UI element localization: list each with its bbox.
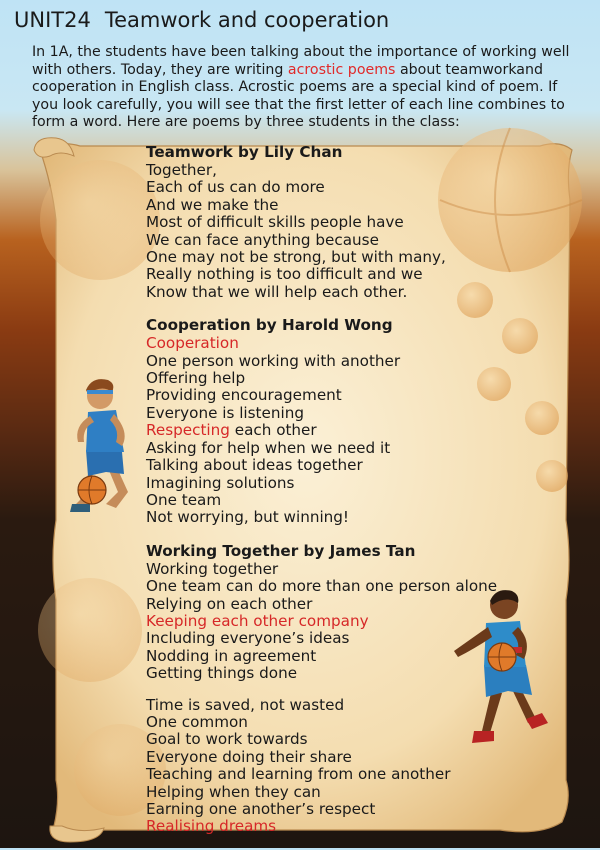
unit-number: UNIT24 [14,8,91,32]
poem-line: Teaching and learning from one another [146,765,451,784]
poem-line: Realising dreams [146,817,277,836]
poem-line: One team can do more than one person alone [146,577,498,596]
poem-line: Time is saved, not wasted [146,695,345,714]
poem-line: Offering help [146,369,246,388]
poem-line: Helping when they can [146,782,321,801]
poem-line: Getting things done [146,664,298,683]
basketball-player-left-illustration [66,372,142,518]
poem-line: Imagining solutions [146,473,295,492]
poem-line: One team [146,490,222,509]
poem-line: And we make the [146,195,279,214]
poem-line: Everyone is listening [146,403,304,422]
poem-line-rest: each other [229,421,317,440]
poem-line: Everyone doing their share [146,747,352,766]
poem-line: Most of difficult skills people have [146,213,404,232]
poems-container [146,142,546,850]
poem-line: Relying on each other [146,594,313,613]
poem-line: Asking for help when we need it [146,438,391,457]
poem-line: Providing encouragement [146,386,342,405]
poem-line: Talking about ideas together [146,456,363,475]
poem-line: Not worrying, but winning! [146,508,350,527]
stanza-gap [146,683,546,697]
poem-line: One person working with another [146,351,401,370]
poem-line: Earning one another’s respect [146,800,376,818]
poem-line [146,422,546,439]
poem-line: Know that we will help each other. [146,282,408,301]
poem-cooperation [146,315,546,526]
poem-line: Goal to work towards [146,730,308,749]
poem-line: Keeping each other company [146,611,369,630]
intro-text-2: about teamworkand cooperation in English class. Acrostic poems are a special kind of poem. If you look carefully, you will see that the first letter of each line combines to form a word. Here are poems by three students in the class: [32,61,565,131]
poem-title: Working Together by James Tan [146,541,416,560]
poem-line: Each of us can do more [146,178,325,197]
poem-working-together [146,541,546,836]
intro-text-1: In 1A, the students have been talking about the importance of working well with others. Today, they are writing [32,44,570,78]
poem-line-highlight: Respecting [146,421,230,440]
poem-title: Teamwork by Lily Chan [146,143,343,161]
poem-teamwork [146,142,546,301]
poem-line: One common [146,712,248,731]
poem-line: One may not be strong, but with many, [146,248,446,267]
poem-line: Including everyone’s ideas [146,629,350,648]
poem-line: Together, [146,161,217,179]
unit-title: Teamwork and cooperation [104,8,390,32]
poem-line: Really nothing is too difficult and we [146,265,423,284]
intro-highlight: acrostic poems [287,61,396,78]
poem-line: Cooperation [146,334,239,353]
poem-line: Nodding in agreement [146,646,317,665]
poem-title: Cooperation by Harold Wong [146,316,393,335]
poem-line: Working together [146,559,279,578]
poem-line: We can face anything because [146,230,379,249]
